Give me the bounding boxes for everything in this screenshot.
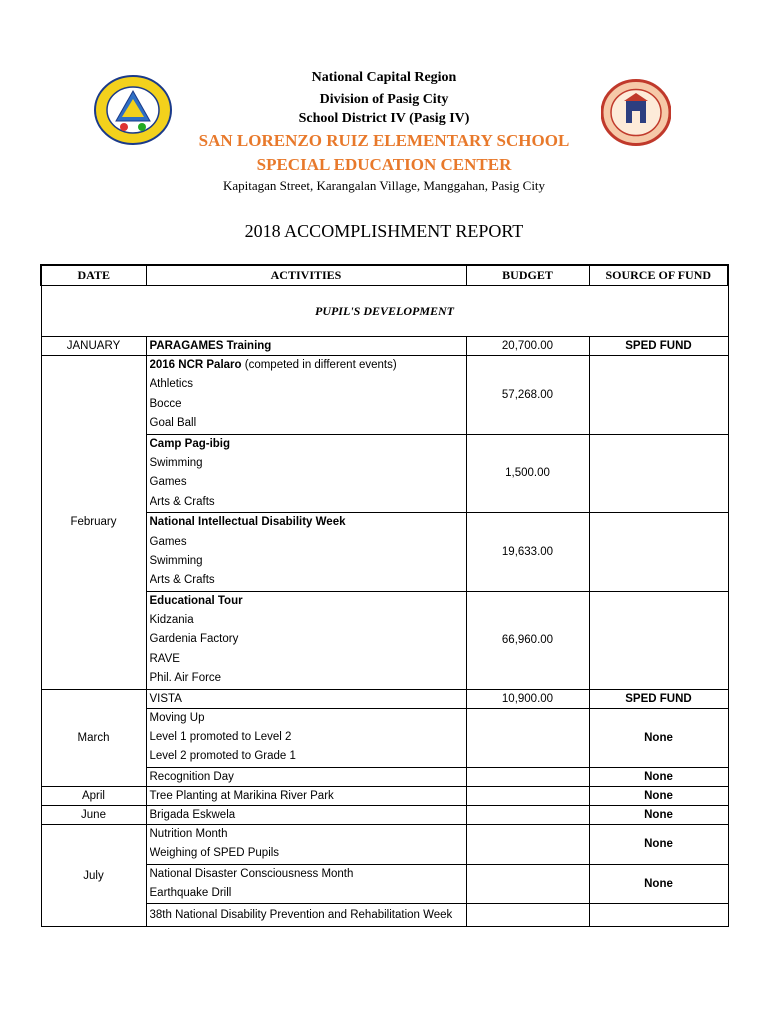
section-row [41, 286, 728, 337]
fund-cell [589, 434, 728, 513]
activity-title: 2016 NCR Palaro [149, 359, 242, 371]
activity-note: (competed in different events) [241, 359, 397, 371]
activity-cell [146, 513, 466, 592]
activity-cell [146, 708, 466, 767]
sped-center-name: SPECIAL EDUCATION CENTER [256, 155, 512, 174]
date-cell: July [41, 824, 146, 927]
activity-cell [146, 904, 466, 927]
activity-item: Games [149, 476, 187, 489]
activity-cell [146, 591, 466, 689]
activity-item: Arts & Crafts [149, 574, 215, 587]
budget-cell [466, 708, 589, 767]
activity-item: Gardenia Factory [149, 633, 239, 646]
budget-cell: 19,633.00 [466, 513, 589, 592]
fund-cell: None [589, 786, 728, 805]
activity-title: Educational Tour [149, 594, 243, 607]
activity-item: National Disaster Consciousness Month [149, 867, 354, 880]
activity-item: Games [149, 535, 187, 548]
activity-item: Arts & Crafts [149, 495, 215, 508]
budget-cell [466, 904, 589, 927]
activity-item: Level 2 promoted to Grade 1 [149, 750, 296, 763]
activity-cell [146, 824, 466, 864]
activity-item: Swimming [149, 554, 203, 567]
fund-cell [589, 513, 728, 592]
table-row [41, 824, 728, 864]
budget-cell [466, 864, 589, 904]
table-row [41, 786, 728, 805]
activity-item: Phil. Air Force [149, 672, 222, 685]
activity-item: Nutrition Month [149, 827, 228, 840]
column-header-budget: BUDGET [466, 265, 589, 286]
activity-cell: Recognition Day [146, 767, 466, 786]
activity-title: Camp Pag-ibig [149, 437, 231, 450]
activity-title: National Intellectual Disability Week [149, 516, 346, 529]
activity-cell: Brigada Eskwela [146, 805, 466, 824]
budget-cell [466, 786, 589, 805]
fund-cell: None [589, 864, 728, 904]
activity-item: Level 1 promoted to Level 2 [149, 731, 292, 744]
date-cell: March [41, 689, 146, 786]
budget-cell: 20,700.00 [466, 337, 589, 356]
fund-cell: None [589, 767, 728, 786]
activity-cell: PARAGAMES Training [146, 337, 466, 356]
school-address: Kapitagan Street, Karangalan Village, Manggahan, Pasig City [222, 178, 546, 193]
school-name: SAN LORENZO RUIZ ELEMENTARY SCHOOL [198, 131, 570, 150]
activity-item: Moving Up [149, 711, 205, 724]
budget-cell [466, 767, 589, 786]
budget-cell: 10,900.00 [466, 689, 589, 708]
column-header-date: DATE [41, 265, 146, 286]
column-header-activities: ACTIVITIES [146, 265, 466, 286]
activity-item: 38th National Disability Prevention and Rehabilitation Week [149, 909, 453, 922]
accomplishment-table [40, 264, 729, 927]
activity-item: Goal Ball [149, 417, 197, 430]
district-line: School District IV (Pasig IV) [298, 111, 470, 126]
fund-cell: SPED FUND [589, 337, 728, 356]
activity-cell: Tree Planting at Marikina River Park [146, 786, 466, 805]
activity-item: RAVE [149, 652, 180, 665]
activity-cell: VISTA [146, 689, 466, 708]
activity-item: Bocce [149, 397, 182, 410]
activity-cell [146, 356, 466, 435]
date-cell: April [41, 786, 146, 805]
division-line: Division of Pasig City [319, 92, 449, 107]
budget-cell: 57,268.00 [466, 356, 589, 435]
budget-cell: 66,960.00 [466, 591, 589, 689]
fund-cell [589, 591, 728, 689]
activity-item: Kidzania [149, 614, 194, 627]
fund-cell [589, 904, 728, 927]
fund-cell: None [589, 824, 728, 864]
budget-cell [466, 805, 589, 824]
fund-cell: SPED FUND [589, 689, 728, 708]
table-row [41, 356, 728, 435]
activity-item: Swimming [149, 456, 203, 469]
section-title: PUPIL'S DEVELOPMENT [41, 286, 728, 337]
date-cell: JANUARY [41, 337, 146, 356]
date-cell: February [41, 356, 146, 690]
table-row [41, 337, 728, 356]
activity-cell [146, 434, 466, 513]
budget-cell [466, 824, 589, 864]
table-header-row [41, 265, 728, 286]
report-title: 2018 ACCOMPLISHMENT REPORT [244, 221, 524, 241]
activity-item: Earthquake Drill [149, 886, 232, 899]
table-row [41, 805, 728, 824]
fund-cell: None [589, 805, 728, 824]
activity-item: Weighing of SPED Pupils [149, 847, 280, 860]
fund-cell [589, 356, 728, 435]
fund-cell: None [589, 708, 728, 767]
activity-item: Athletics [149, 378, 193, 391]
region-line: National Capital Region [311, 70, 457, 85]
column-header-fund: SOURCE OF FUND [589, 265, 728, 286]
table-row [41, 689, 728, 708]
budget-cell: 1,500.00 [466, 434, 589, 513]
date-cell: June [41, 805, 146, 824]
activity-cell [146, 864, 466, 904]
